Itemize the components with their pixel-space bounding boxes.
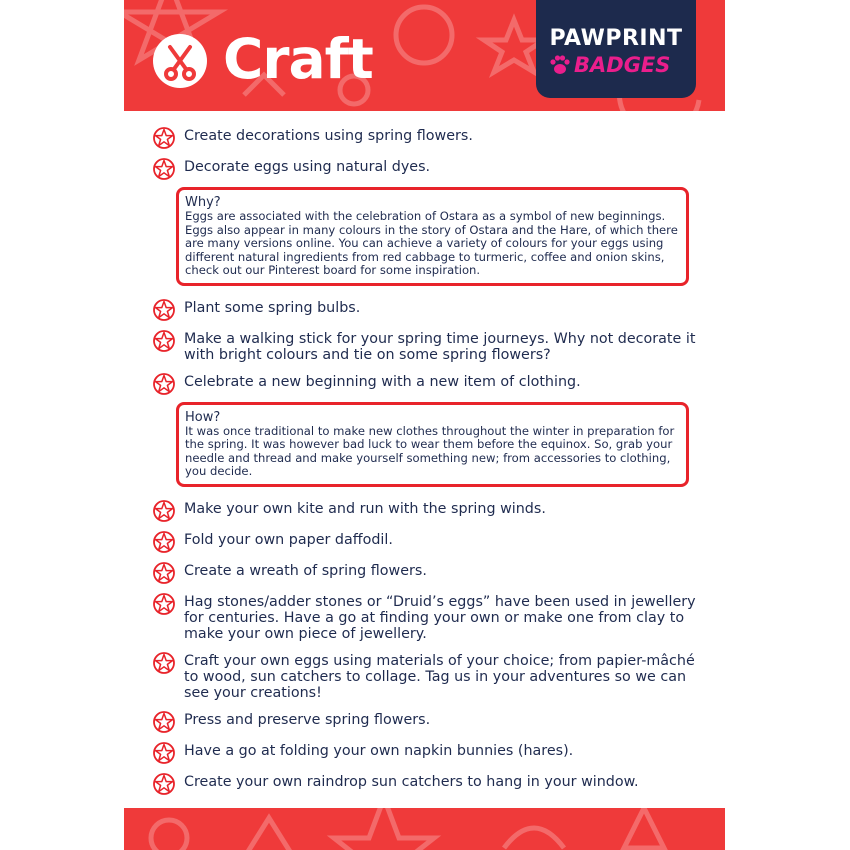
list-item-text: Plant some spring bulbs.	[184, 299, 361, 316]
pentacle-bullet-icon	[152, 772, 176, 796]
list-item	[152, 296, 700, 320]
pentacle-bullet-icon	[152, 499, 176, 523]
pawprint-badges-logo	[536, 0, 696, 98]
list-item	[152, 497, 700, 521]
list-item-text: Create your own raindrop sun catchers to hang in your window.	[184, 773, 639, 790]
pentacle-bullet-icon	[152, 710, 176, 734]
list-item	[152, 528, 700, 552]
list-item	[152, 155, 700, 179]
list-item-text: Hag stones/adder stones or “Druid’s eggs” have been used in jewellery for centuries. Have a go at finding your own or make one from clay to make your own piece of jewellery.	[184, 593, 696, 642]
footer-banner	[124, 808, 725, 850]
pentacle-bullet-icon	[152, 592, 176, 616]
pentacle-bullet-icon	[152, 126, 176, 150]
list-item-text: Craft your own eggs using materials of your choice; from papier-mâché to wood, sun catchers to collage. Tag us in your adventures so we can see your creations!	[184, 652, 695, 701]
list-item	[152, 559, 700, 583]
info-box-body: It was once traditional to make new clothes throughout the winter in preparation for the spring. It was however bad luck to wear them before the equinox. So, grab your needle and thread and make yourself something new; from accessories to clothing, you decide.	[185, 423, 675, 478]
list-item-text: Create decorations using spring flowers.	[184, 128, 473, 144]
list-item	[152, 370, 700, 394]
pentacle-bullet-icon	[152, 329, 176, 353]
paw-icon	[549, 54, 571, 76]
list-item-text: Make a walking stick for your spring time journeys. Why not decorate it with bright colours and tie on some spring flowers?	[184, 330, 696, 363]
list-item-text: Have a go at folding your own napkin bunnies (hares).	[184, 742, 574, 759]
pentacle-bullet-icon	[152, 372, 176, 396]
list-item-text: Celebrate a new beginning with a new item of clothing.	[184, 373, 581, 390]
pentacle-bullet-icon	[152, 651, 176, 675]
list-item	[152, 327, 700, 363]
footer-decoration	[124, 808, 725, 850]
pentacle-bullet-icon	[152, 561, 176, 585]
pentacle-bullet-icon	[152, 157, 176, 181]
list-item	[152, 590, 700, 642]
logo-text-badges: BADGES	[574, 53, 671, 77]
scissors-icon	[153, 34, 207, 88]
activity-list	[152, 124, 700, 801]
page-title: Craft	[223, 27, 373, 91]
list-item	[152, 739, 700, 763]
header-banner	[124, 0, 725, 111]
list-item-text: Press and preserve spring flowers.	[184, 711, 431, 728]
pentacle-bullet-icon	[152, 741, 176, 765]
logo-text-pawprint: PAWPRINT	[549, 26, 683, 51]
list-item-text: Fold your own paper daffodil.	[184, 531, 393, 548]
list-item	[152, 124, 700, 148]
info-box-title: How?	[185, 409, 221, 425]
pentacle-bullet-icon	[152, 530, 176, 554]
list-item-text: Make your own kite and run with the spring winds.	[184, 500, 546, 517]
info-box-title: Why?	[185, 195, 221, 210]
pentacle-bullet-icon	[152, 298, 176, 322]
list-item	[152, 770, 700, 794]
list-item-text: Create a wreath of spring flowers.	[184, 562, 427, 579]
info-box-body: Eggs are associated with the celebration of Ostara as a symbol of new beginnings. Eggs also appear in many colours in the story of Ostara and the Hare, of which there are many versions online. You can achieve a variety of colours for your eggs using different natural ingredients from red cabbage to turmeric, coffee and onion skins, check out our Pinterest board for some inspiration.	[185, 209, 678, 277]
info-box	[176, 402, 689, 487]
list-item-text: Decorate eggs using natural dyes.	[184, 159, 431, 175]
info-box	[176, 187, 689, 286]
list-item	[152, 708, 700, 732]
list-item	[152, 649, 700, 701]
page	[124, 0, 725, 850]
